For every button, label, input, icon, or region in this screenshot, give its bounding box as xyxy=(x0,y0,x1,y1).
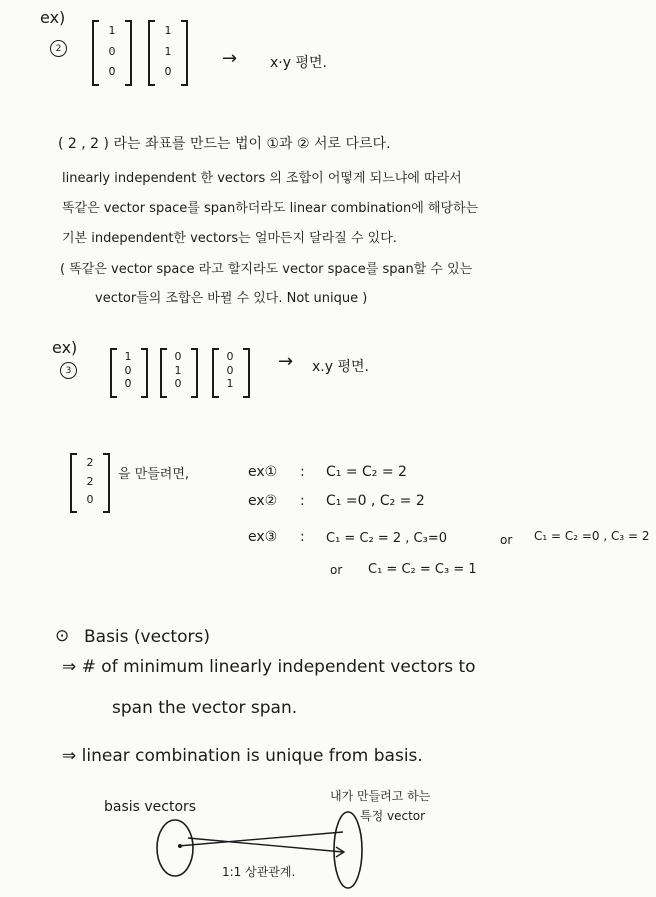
ex3-v2-c3: 0 xyxy=(174,377,182,390)
ex2-v1-c3: 0 xyxy=(108,65,116,78)
target-last-or: or xyxy=(330,563,343,577)
ex3-v3-c2: 0 xyxy=(226,363,234,377)
ex2-v2-c2: 1 xyxy=(164,44,172,58)
target-row-1-colon: : xyxy=(300,464,305,480)
ex2-arrow: → xyxy=(222,48,238,69)
target-row-3-colon: : xyxy=(300,529,305,545)
ex3-v2-c1: 0 xyxy=(174,350,182,363)
ex3-v2-c2: 1 xyxy=(174,363,182,377)
ex-label-mid: ex) xyxy=(52,338,78,357)
ex2-v2-c1: 1 xyxy=(164,24,172,37)
target-row-1-eq: C₁ = C₂ = 2 xyxy=(326,464,407,480)
mapping-dot xyxy=(178,844,182,848)
target-text: 을 만들려면, xyxy=(118,467,190,482)
target-row-2-eq: C₁ =0 , C₂ = 2 xyxy=(326,493,425,509)
mapping-arrowhead xyxy=(336,847,344,857)
target-row-3-eq: C₁ = C₂ = 2 , C₃=0 xyxy=(326,531,448,546)
note-line-4: 기본 independent한 vectors는 얼마든지 달라질 수 있다. xyxy=(62,231,397,246)
diagram-right-label-2: 특정 vector xyxy=(360,809,426,823)
target-row-1-label: ex① xyxy=(248,464,278,480)
target-c2: 2 xyxy=(86,474,94,488)
ex3-result: x.y 평면. xyxy=(312,359,369,375)
target-row-3-or: or xyxy=(500,533,513,547)
target-row-2-colon: : xyxy=(300,493,305,509)
ex3-v1-c3: 0 xyxy=(124,377,132,390)
target-c3: 0 xyxy=(86,493,94,506)
target-set-ellipse xyxy=(334,812,362,888)
basis-bullet: ⊙ xyxy=(55,626,70,646)
ex3-v3-c3: 1 xyxy=(226,377,234,390)
diagram-bottom-label: 1:1 상관관계. xyxy=(222,865,296,879)
note-line-1: ( 2 , 2 ) 라는 좌표를 만드는 법이 ①과 ② 서로 다르다. xyxy=(58,136,391,152)
note-line-5: ( 똑같은 vector space 라고 할지라도 vector space를 span할 수 있는 xyxy=(60,262,473,277)
note-line-2: linearly independent 한 vectors 의 조합이 어떻게 되느냐에 따라서 xyxy=(62,171,462,186)
note-line-6: vector들의 조합은 바뀔 수 있다. Not unique ) xyxy=(95,291,368,306)
basis-title: Basis (vectors) xyxy=(84,627,210,647)
ex3-v1-c1: 1 xyxy=(124,350,132,363)
ex2-result: x·y 평면. xyxy=(270,55,327,71)
ex-label-top: ex) xyxy=(40,8,66,27)
target-row-2-label: ex② xyxy=(248,493,278,509)
basis-line-1b: span the vector span. xyxy=(112,698,298,718)
basis-line-1: ⇒ # of minimum linearly independent vectors to xyxy=(62,657,476,677)
note-line-3: 똑같은 vector space를 span하더라도 linear combination에 해당하는 xyxy=(62,201,479,216)
mapping-line-2 xyxy=(188,838,343,852)
ex2-v1-c1: 1 xyxy=(108,24,116,37)
ex3-arrow: → xyxy=(278,351,294,372)
mapping-line-1 xyxy=(178,832,343,846)
ex3-v3-c1: 0 xyxy=(226,350,234,363)
target-row-3-alt: C₁ = C₂ =0 , C₃ = 2 xyxy=(534,529,650,543)
target-last-eq: C₁ = C₂ = C₃ = 1 xyxy=(368,562,477,577)
ex2-v1-c2: 0 xyxy=(108,44,116,58)
diagram-right-label-1: 내가 만들려고 하는 xyxy=(330,789,431,803)
ex3-v1-c2: 0 xyxy=(124,363,132,377)
ex2-marker: 2 xyxy=(50,40,67,57)
basis-set-ellipse xyxy=(157,820,193,876)
target-c1: 2 xyxy=(86,456,94,469)
ex2-v2-c3: 0 xyxy=(164,65,172,78)
target-row-3-label: ex③ xyxy=(248,529,278,545)
diagram-left-label: basis vectors xyxy=(104,799,197,815)
basis-line-2: ⇒ linear combination is unique from basis. xyxy=(62,746,423,766)
ex3-marker: 3 xyxy=(60,362,77,379)
